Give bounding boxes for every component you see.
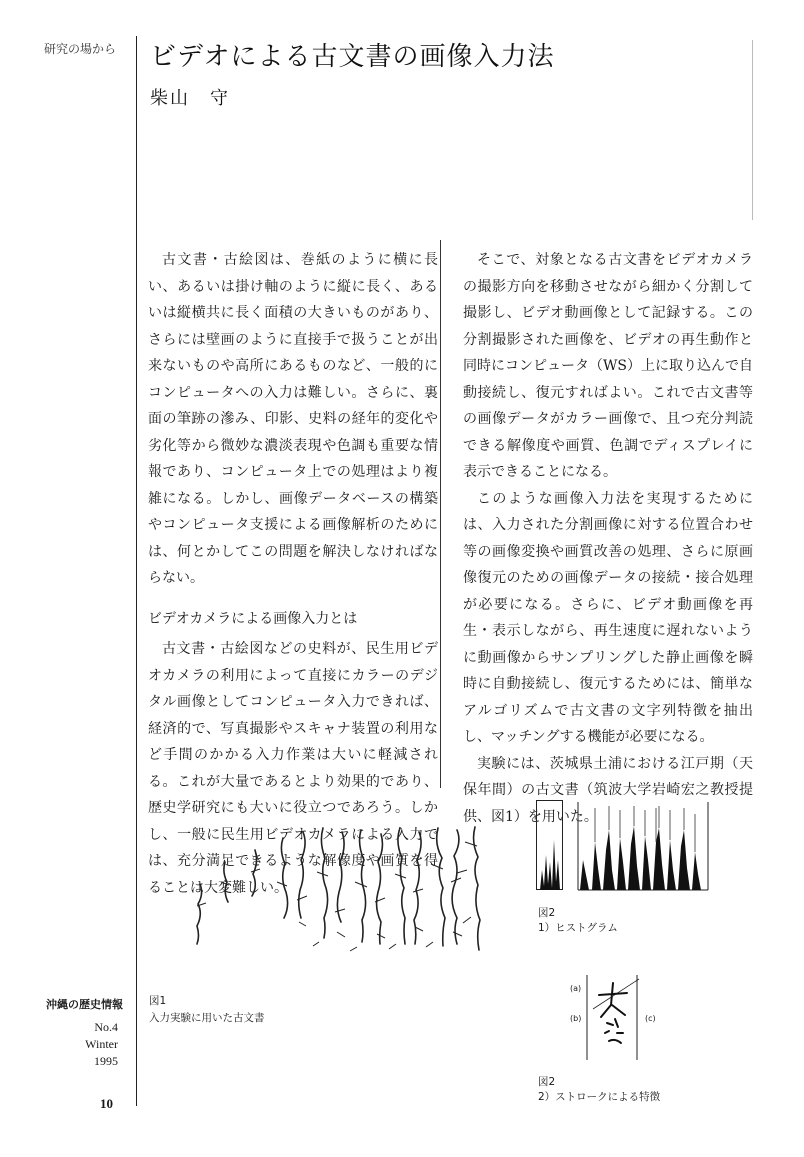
stroke-feature-image — [565, 975, 675, 1060]
figure2a-caption: 1）ヒストグラム — [538, 922, 618, 934]
paragraph: 古文書・古絵図は、巻紙のように横に長い、あるいは掛け軸のように縦に長く、あるいは縦横共に長く面積の大きいものがあり、さらには壁画のように直接手で扱うことが出来ないものや高所にあるものなど、一般的にコンピュータへの入力は難しい。さらに、裏面の筆跡の滲み、印影、史料の経年的変化や劣化等から微妙な濃淡表現や色調も重要な情報であり、コンピュータ上での処理はより複雑になる。しかし、画像データベースの構築やコンピュータ支援による画像解析のためには、何とかしてこの問題を解決しなければならない。 — [148, 252, 438, 586]
stroke-mark-b: (b) — [570, 1014, 582, 1023]
figure1-caption: 入力実験に用いた古文書 — [149, 1012, 265, 1024]
old-document-image — [185, 822, 487, 967]
figure2a-label: 図2 — [538, 907, 556, 919]
paragraph: 古文書・古絵図などの史料が、民生用ビデオカメラの利用によって直接にカラーのデジタル画像としてコンピュータ入力できれば、経済的で、写真撮影やスキャナ装置の利用など手間のかかる入力作業は大いに軽減される。これが大量であるとより効果的であり、歴史学研究にも大いに役立つであろう。しかし、一般に民生用ビデオカメラによる入力では、充分満足できるような解像度や画質を得ることは大変難しい。 — [148, 641, 438, 896]
stroke-mark-c: (c) — [645, 1014, 656, 1023]
histogram-image — [536, 800, 711, 895]
page-edge-shadow — [752, 40, 753, 220]
column-divider — [440, 240, 441, 788]
paragraph: そこで、対象となる古文書をビデオカメラの撮影方向を移動させながら細かく分割して撮影し、ビデオ動画像として記録する。この分割撮影された画像を、ビデオの再生動作と同時にコンピュータ（WS）上に取り込んで自動接続し、復元すればよい。これで古文書等の画像データがカラー画像で、且つ充分判読できる解像度や画質、色調でディスプレイに表示できることになる。 — [463, 252, 753, 480]
page-number: 10 — [100, 1096, 113, 1111]
left-column — [148, 247, 438, 901]
author-name: 柴山 守 — [150, 88, 230, 109]
right-column — [463, 247, 753, 830]
subheading: ビデオカメラによる画像入力とは — [148, 610, 358, 627]
journal-name: 沖縄の歴史情報 — [46, 998, 123, 1011]
figure1-label: 図1 — [149, 995, 167, 1007]
section-label: 研究の場から — [44, 42, 117, 56]
issue-season: Winter — [85, 1037, 118, 1051]
issue-number: No.4 — [94, 1020, 118, 1034]
stroke-mark-a: (a) — [570, 984, 582, 993]
figure2b-caption: 2）ストロークによる特徴 — [538, 1091, 661, 1103]
issue-year: 1995 — [94, 1054, 118, 1068]
paragraph: 実験には、茨城県土浦における江戸期（天保年間）の古文書（筑波大学岩崎宏之教授提供、図1）を用いた。 — [463, 755, 753, 825]
paragraph: このような画像入力法を実現するためには、入力された分割画像に対する位置合わせ等の画像変換や画質改善の処理、さらに原画像復元のための画像データの接続・接合処理が必要になる。さらに、ビデオ動画像を再生・表示しながら、再生速度に遅れないように動画像からサンプリングした静止画像を瞬時に自動接続し、復元するためには、簡単なアルゴリズムで古文書の文字列特徴を抽出し、マッチングする機能が必要になる。 — [463, 490, 753, 745]
figure2b-label: 図2 — [538, 1076, 556, 1088]
page-title: ビデオによる古文書の画像入力法 — [150, 42, 555, 72]
margin-rule — [136, 36, 137, 1106]
